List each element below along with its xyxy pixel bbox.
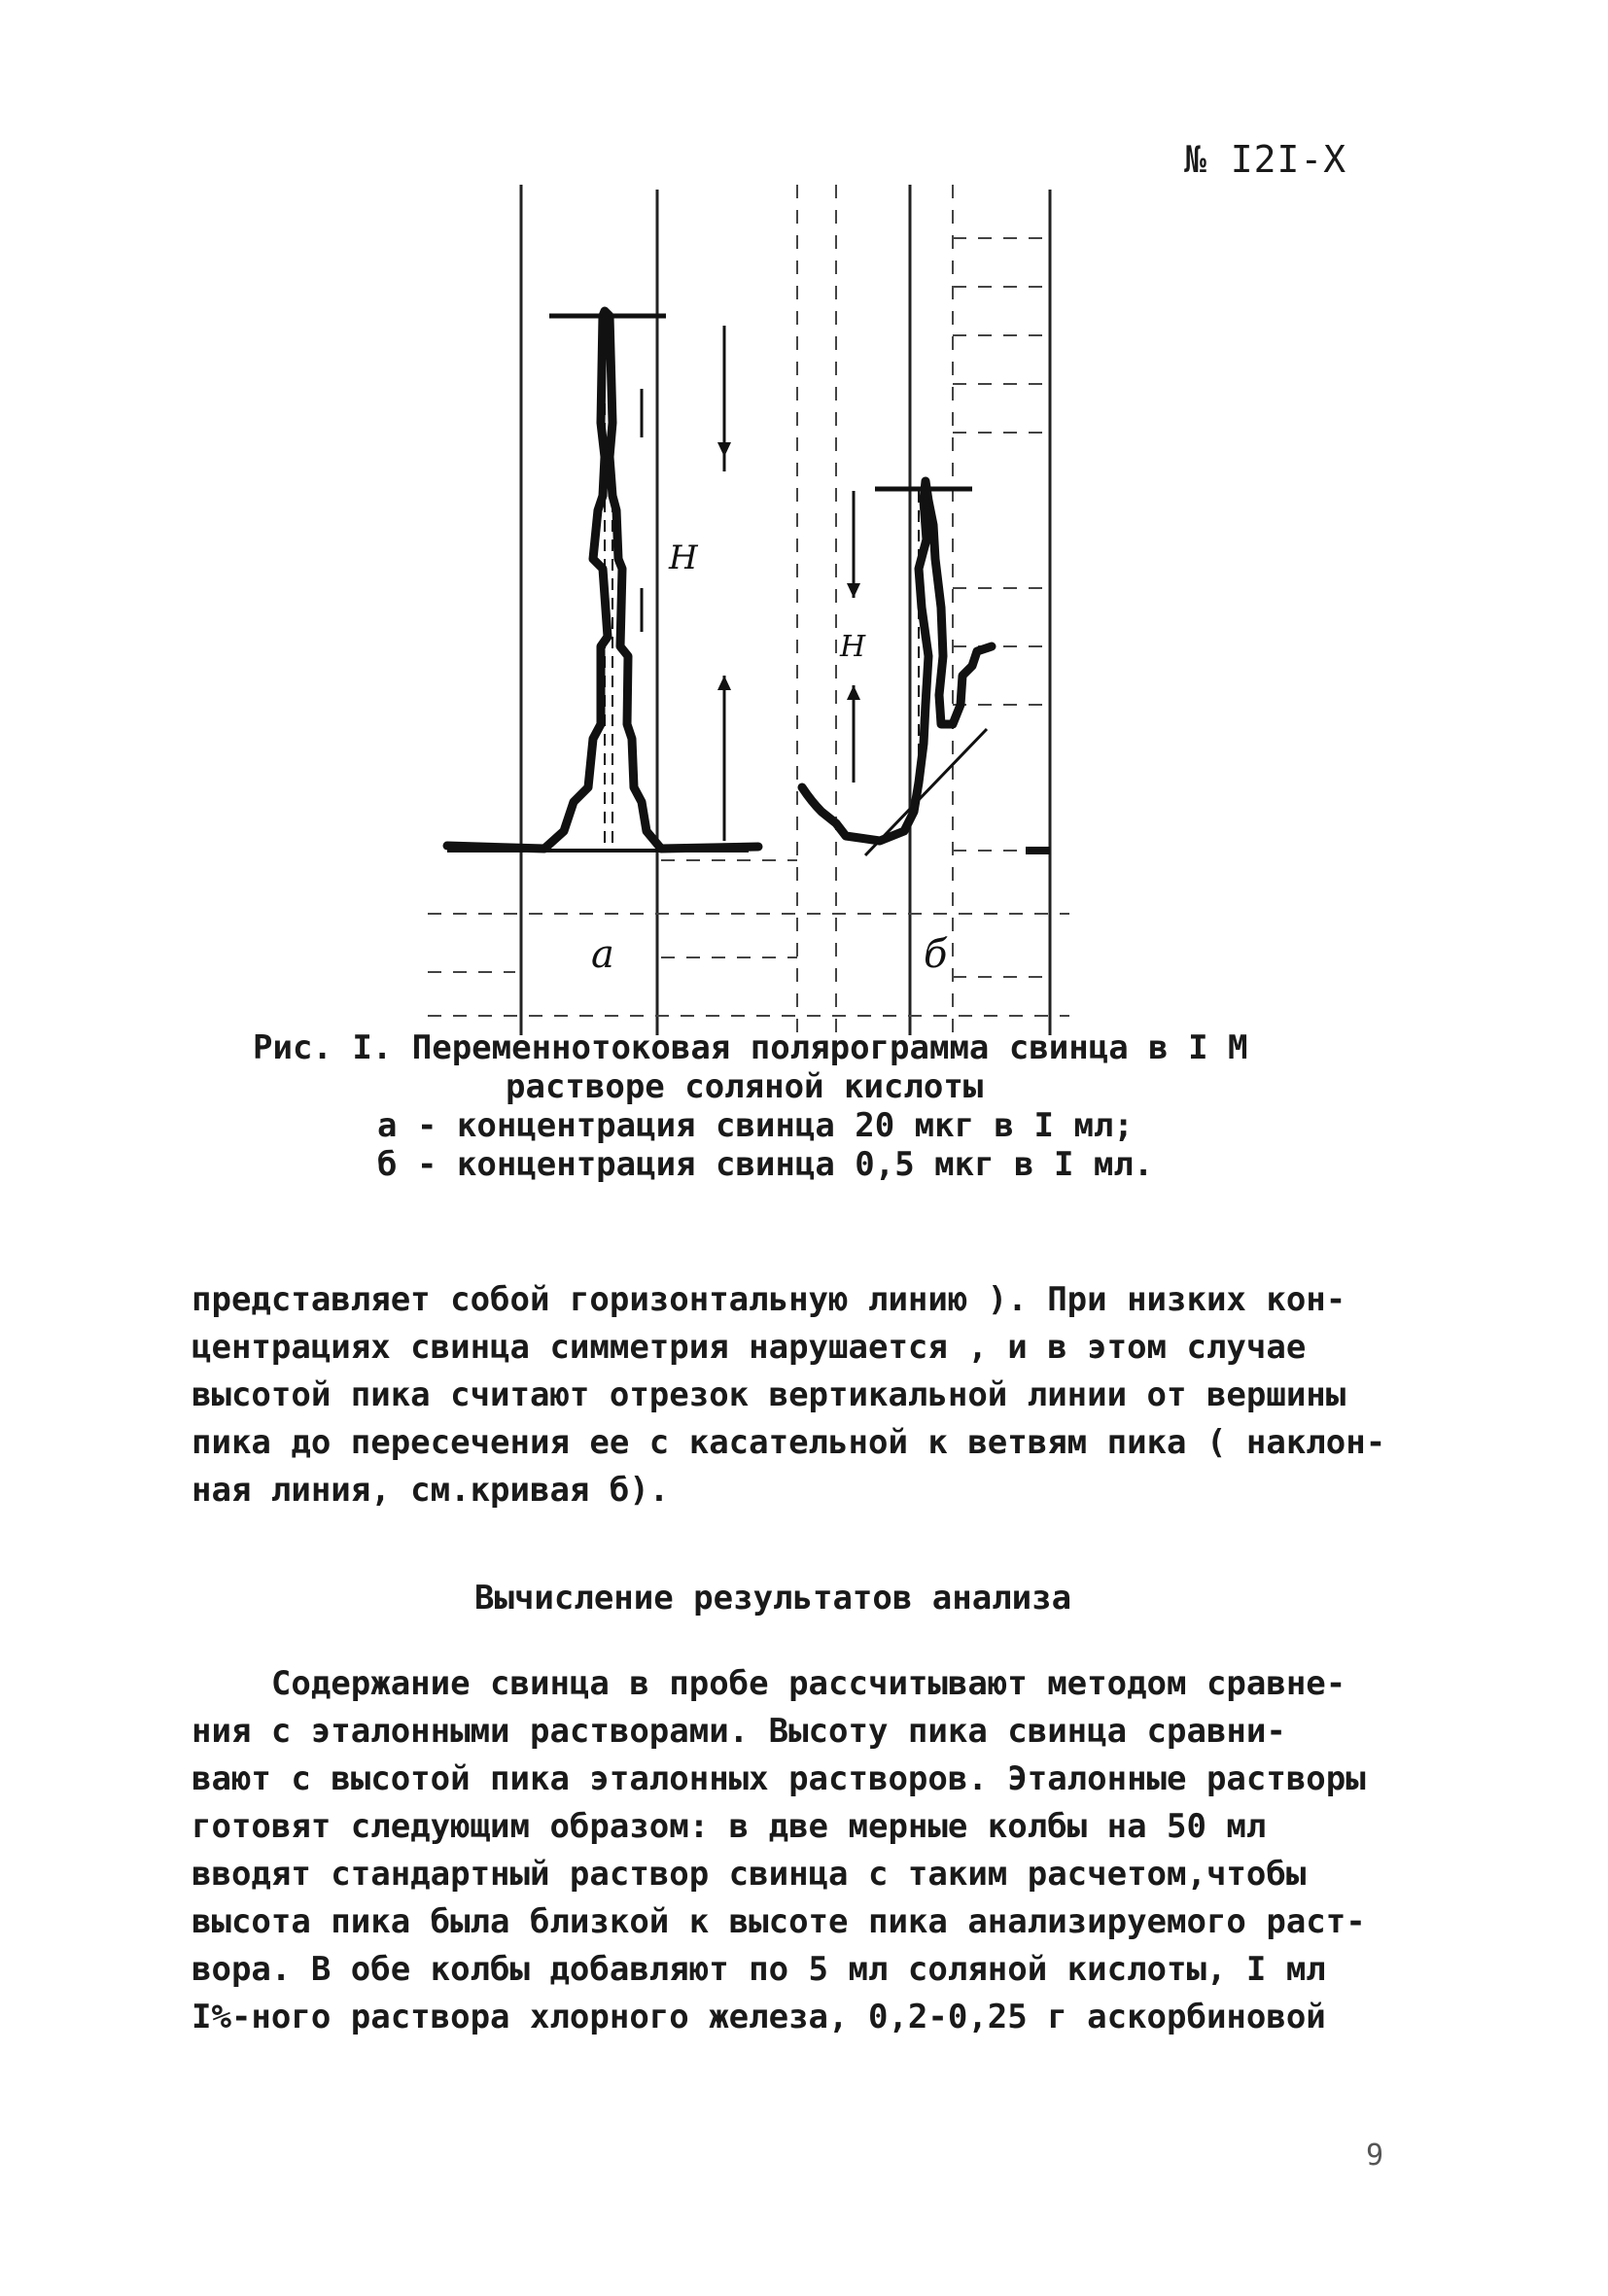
caption-line: б - концентрация свинца 0,5 мкг в I мл.: [377, 1145, 1154, 1184]
panel-label-a: а: [591, 932, 614, 977]
polarogram-figure: [428, 180, 1069, 1035]
text-line: вают с высотой пика эталонных растворов. Эталонные растворы: [192, 1759, 1366, 1798]
text-line: центрациях свинца симметрия нарушается , и в этом случае: [192, 1328, 1307, 1367]
text-line: I%-ного раствора хлорного железа, 0,2-0,25 г аскорбиновой: [192, 1998, 1326, 2036]
chart-paper-dashes: [428, 185, 1069, 1035]
body-paragraph-2: [192, 1660, 1366, 2041]
text-line: ния с эталонными растворами. Высоту пика свинца сравни-: [192, 1712, 1286, 1751]
text-line: вора. В обе колбы добавляют по 5 мл соляной кислоты, I мл: [192, 1950, 1326, 1989]
text-line: ная линия, см.кривая б).: [192, 1471, 670, 1510]
caption-title: Рис. I. Переменнотоковая полярограмма свинца в I М: [253, 1028, 1248, 1067]
polarogram-drawing: [428, 180, 1069, 1035]
height-marker-b: H: [840, 630, 866, 664]
caption-line: растворе соляной кислоты: [506, 1067, 984, 1106]
text-line: пика до пересечения ее с касательной к ветвям пика ( наклон-: [192, 1423, 1386, 1462]
text-line: Содержание свинца в пробе рассчитывают методом сравне-: [192, 1664, 1346, 1703]
peak-b: [802, 481, 1050, 855]
peak-a: [447, 311, 758, 851]
text-line: высотой пика считают отрезок вертикальной линии от вершины: [192, 1375, 1346, 1414]
height-marker-a: H: [669, 539, 698, 577]
page-number: 9: [1366, 2139, 1384, 2173]
text-line: готовят следующим образом: в две мерные колбы на 50 мл: [192, 1807, 1267, 1846]
figure-caption: [214, 1028, 1381, 1184]
text-line: представляет собой горизонтальную линию ). При низких кон-: [192, 1280, 1346, 1319]
document-number: № I2I-X: [1184, 138, 1347, 181]
text-line: вводят стандартный раствор свинца с таким расчетом,чтобы: [192, 1855, 1307, 1894]
caption-line: а - концентрация свинца 20 мкг в I мл;: [377, 1106, 1134, 1145]
section-heading: Вычисление результатов анализа: [474, 1579, 1072, 1618]
text-line: высота пика была близкой к высоте пика анализируемого раст-: [192, 1902, 1366, 1941]
panel-label-b: б: [924, 932, 948, 977]
body-paragraph-1: [192, 1276, 1385, 1514]
